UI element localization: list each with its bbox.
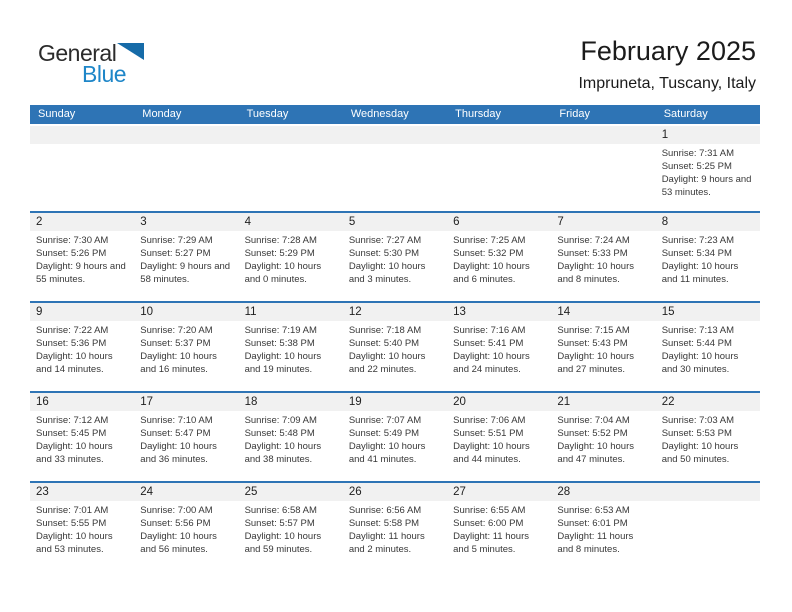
day-cell	[551, 501, 655, 571]
sunrise-text: Sunrise: 6:53 AM	[557, 505, 630, 516]
sunset-text: Sunset: 5:36 PM	[36, 338, 107, 349]
day-number-cell	[30, 126, 134, 144]
day-number-cell	[343, 213, 447, 231]
daylight-text: Daylight: 10 hours and 56 minutes.	[140, 531, 217, 555]
sunrise-text: Sunrise: 7:12 AM	[36, 415, 109, 426]
day-cell	[30, 411, 134, 481]
day-cell	[239, 144, 343, 211]
day-number: 22	[661, 396, 675, 408]
sunset-text: Sunset: 5:52 PM	[557, 428, 628, 439]
sunset-text: Sunset: 5:29 PM	[244, 248, 315, 259]
day-number: 19	[348, 396, 362, 408]
daylight-text: Daylight: 10 hours and 6 minutes.	[453, 261, 530, 285]
day-number: 14	[557, 306, 571, 318]
week-row	[30, 126, 760, 211]
day-number: 6	[453, 216, 460, 228]
day-number: 11	[244, 306, 257, 318]
day-number-cell	[656, 393, 760, 411]
week-row	[30, 391, 760, 481]
sunrise-text: Sunrise: 7:23 AM	[661, 235, 735, 246]
day-cell	[656, 144, 760, 211]
day-number-cell	[447, 213, 551, 231]
sunrise-text: Sunrise: 7:20 AM	[140, 325, 213, 336]
day-number: 7	[557, 216, 564, 228]
general-blue-logo	[38, 42, 158, 92]
day-cell	[134, 411, 238, 481]
daylight-text: Daylight: 10 hours and 30 minutes.	[661, 351, 739, 375]
sunrise-text: Sunrise: 7:28 AM	[244, 235, 317, 246]
day-number: 27	[453, 486, 466, 498]
sunrise-text: Sunrise: 7:06 AM	[453, 415, 526, 426]
day-number-cell	[551, 303, 655, 321]
day-number-cell	[656, 303, 760, 321]
day-cell	[343, 411, 447, 481]
day-cell	[656, 501, 760, 571]
sunrise-text: Sunrise: 7:07 AM	[348, 415, 422, 426]
sunset-text: Sunset: 5:49 PM	[348, 428, 420, 439]
day-cell	[30, 231, 134, 301]
day-number-cell	[239, 213, 343, 231]
day-number: 3	[140, 216, 147, 228]
location-subtitle: Impruneta, Tuscany, Italy	[578, 75, 756, 92]
day-number-cell	[551, 483, 655, 501]
sunset-text: Sunset: 5:30 PM	[348, 248, 420, 259]
day-number: 20	[453, 396, 466, 408]
day-number-cell	[551, 213, 655, 231]
sunrise-text: Sunrise: 7:15 AM	[557, 325, 630, 336]
daylight-text: Daylight: 10 hours and 44 minutes.	[453, 441, 530, 465]
day-number: 10	[140, 306, 154, 318]
sunset-text: Sunset: 5:32 PM	[453, 248, 524, 259]
day-cell	[134, 501, 238, 571]
weekday-header-cell: Friday	[559, 108, 590, 120]
daylight-text: Daylight: 10 hours and 36 minutes.	[140, 441, 217, 465]
daylight-text: Daylight: 10 hours and 8 minutes.	[557, 261, 634, 285]
sunset-text: Sunset: 5:41 PM	[453, 338, 524, 349]
day-number: 28	[557, 486, 571, 498]
weekday-header-row	[30, 105, 760, 124]
sunset-text: Sunset: 5:58 PM	[348, 518, 420, 529]
daylight-text: Daylight: 10 hours and 19 minutes.	[244, 351, 322, 375]
day-cell	[551, 321, 655, 391]
weekday-header-cell: Thursday	[455, 108, 501, 120]
daylight-text: Daylight: 10 hours and 27 minutes.	[557, 351, 634, 375]
weekday-header-cell: Wednesday	[350, 108, 409, 120]
daylight-text: Daylight: 9 hours and 55 minutes.	[36, 261, 126, 285]
sunrise-text: Sunrise: 7:25 AM	[453, 235, 526, 246]
daylight-text: Daylight: 10 hours and 47 minutes.	[557, 441, 634, 465]
sunset-text: Sunset: 5:48 PM	[244, 428, 315, 439]
sunrise-text: Sunrise: 7:29 AM	[140, 235, 213, 246]
day-cell	[30, 144, 134, 211]
sunrise-text: Sunrise: 7:10 AM	[140, 415, 213, 426]
day-number: 12	[348, 306, 362, 318]
sunset-text: Sunset: 5:43 PM	[557, 338, 628, 349]
day-number-cell	[551, 393, 655, 411]
day-number-cell	[134, 483, 238, 501]
day-number-cell	[134, 393, 238, 411]
daylight-text: Daylight: 11 hours and 2 minutes.	[348, 531, 425, 555]
day-cell	[447, 231, 551, 301]
sunset-text: Sunset: 6:01 PM	[557, 518, 628, 529]
day-number: 18	[244, 396, 258, 408]
day-number: 13	[453, 306, 466, 318]
sunset-text: Sunset: 5:47 PM	[140, 428, 211, 439]
day-cell	[134, 144, 238, 211]
daylight-text: Daylight: 10 hours and 59 minutes.	[244, 531, 322, 555]
sunset-text: Sunset: 5:27 PM	[140, 248, 211, 259]
daylight-text: Daylight: 11 hours and 8 minutes.	[557, 531, 634, 555]
sunset-text: Sunset: 5:45 PM	[36, 428, 107, 439]
sunrise-text: Sunrise: 7:19 AM	[244, 325, 317, 336]
daylight-text: Daylight: 10 hours and 14 minutes.	[36, 351, 113, 375]
day-number-cell	[656, 483, 760, 501]
weekday-header-cell: Monday	[142, 108, 182, 120]
sunset-text: Sunset: 5:56 PM	[140, 518, 211, 529]
day-number-cell	[134, 126, 238, 144]
day-number: 26	[348, 486, 362, 498]
day-cell	[343, 144, 447, 211]
weekday-header-cell: Tuesday	[246, 108, 289, 120]
day-cell	[134, 321, 238, 391]
sunrise-text: Sunrise: 7:22 AM	[36, 325, 109, 336]
day-number-cell	[30, 213, 134, 231]
day-number: 23	[36, 486, 49, 498]
weekday-header-cell: Sunday	[38, 108, 76, 120]
sunset-text: Sunset: 5:25 PM	[661, 161, 732, 172]
daylight-text: Daylight: 10 hours and 38 minutes.	[244, 441, 322, 465]
day-number-cell	[447, 126, 551, 144]
sunset-text: Sunset: 5:33 PM	[557, 248, 628, 259]
week-row	[30, 481, 760, 571]
day-number-cell	[447, 303, 551, 321]
week-row	[30, 211, 760, 301]
day-number-cell	[239, 303, 343, 321]
daylight-text: Daylight: 10 hours and 16 minutes.	[140, 351, 217, 375]
weekday-header-cell: Saturday	[663, 108, 708, 120]
logo-text-blue: Blue	[82, 61, 127, 87]
sunrise-text: Sunrise: 7:30 AM	[36, 235, 109, 246]
day-cell	[551, 231, 655, 301]
day-number: 1	[661, 129, 669, 141]
sunrise-text: Sunrise: 7:18 AM	[348, 325, 422, 336]
sunset-text: Sunset: 5:57 PM	[244, 518, 315, 529]
day-number: 25	[244, 486, 258, 498]
day-cell	[134, 231, 238, 301]
day-number: 2	[36, 216, 43, 228]
sunset-text: Sunset: 5:34 PM	[661, 248, 732, 259]
day-number: 24	[140, 486, 154, 498]
day-cell	[239, 501, 343, 571]
day-number: 4	[244, 216, 251, 228]
sunrise-text: Sunrise: 7:31 AM	[661, 148, 735, 159]
sunset-text: Sunset: 5:55 PM	[36, 518, 107, 529]
day-number-cell	[656, 126, 760, 144]
day-number: 9	[36, 306, 43, 318]
sunset-text: Sunset: 5:51 PM	[453, 428, 524, 439]
sunrise-text: Sunrise: 7:27 AM	[348, 235, 422, 246]
sunset-text: Sunset: 5:26 PM	[36, 248, 107, 259]
daylight-text: Daylight: 10 hours and 0 minutes.	[244, 261, 322, 285]
day-number-cell	[447, 393, 551, 411]
daylight-text: Daylight: 10 hours and 24 minutes.	[453, 351, 530, 375]
day-number-cell	[239, 483, 343, 501]
sunrise-text: Sunrise: 7:01 AM	[36, 505, 109, 516]
day-cell	[656, 231, 760, 301]
day-cell	[239, 231, 343, 301]
day-cell	[447, 321, 551, 391]
day-cell	[447, 501, 551, 571]
logo-triangle-icon	[117, 43, 144, 60]
sunrise-text: Sunrise: 7:04 AM	[557, 415, 630, 426]
daylight-text: Daylight: 10 hours and 41 minutes.	[348, 441, 426, 465]
day-number-cell	[343, 303, 447, 321]
daylight-text: Daylight: 9 hours and 58 minutes.	[140, 261, 231, 285]
day-number-cell	[30, 393, 134, 411]
day-cell	[343, 321, 447, 391]
sunset-text: Sunset: 5:38 PM	[244, 338, 315, 349]
day-cell	[656, 321, 760, 391]
day-cell	[30, 321, 134, 391]
day-number-cell	[551, 126, 655, 144]
month-title: February 2025	[580, 36, 756, 66]
sunrise-text: Sunrise: 7:24 AM	[557, 235, 630, 246]
sunset-text: Sunset: 5:53 PM	[661, 428, 732, 439]
day-number-cell	[134, 213, 238, 231]
daylight-text: Daylight: 10 hours and 33 minutes.	[36, 441, 113, 465]
sunset-text: Sunset: 6:00 PM	[453, 518, 524, 529]
day-cell	[551, 144, 655, 211]
day-cell	[551, 411, 655, 481]
logo-text-general: General	[38, 40, 117, 66]
daylight-text: Daylight: 10 hours and 53 minutes.	[36, 531, 113, 555]
daylight-text: Daylight: 9 hours and 53 minutes.	[661, 174, 752, 198]
sunrise-text: Sunrise: 7:03 AM	[661, 415, 735, 426]
day-cell	[239, 321, 343, 391]
daylight-text: Daylight: 10 hours and 3 minutes.	[348, 261, 426, 285]
sunrise-text: Sunrise: 6:55 AM	[453, 505, 526, 516]
day-number-cell	[656, 213, 760, 231]
daylight-text: Daylight: 11 hours and 5 minutes.	[453, 531, 529, 555]
day-number: 16	[36, 396, 49, 408]
day-number-cell	[343, 393, 447, 411]
day-cell	[239, 411, 343, 481]
day-number: 17	[140, 396, 154, 408]
daylight-text: Daylight: 10 hours and 11 minutes.	[661, 261, 739, 285]
sunrise-text: Sunrise: 7:16 AM	[453, 325, 526, 336]
daylight-text: Daylight: 10 hours and 50 minutes.	[661, 441, 739, 465]
sunrise-text: Sunrise: 7:13 AM	[661, 325, 735, 336]
day-cell	[447, 411, 551, 481]
day-cell	[343, 231, 447, 301]
day-cell	[343, 501, 447, 571]
sunrise-text: Sunrise: 6:58 AM	[244, 505, 317, 516]
sunset-text: Sunset: 5:44 PM	[661, 338, 732, 349]
sunrise-text: Sunrise: 7:00 AM	[140, 505, 213, 516]
calendar-table	[30, 105, 760, 571]
day-cell	[656, 411, 760, 481]
week-row	[30, 301, 760, 391]
sunrise-text: Sunrise: 6:56 AM	[348, 505, 422, 516]
day-number-cell	[343, 126, 447, 144]
day-number: 8	[661, 216, 669, 228]
day-number-cell	[239, 393, 343, 411]
day-number: 5	[348, 216, 356, 228]
daylight-text: Daylight: 10 hours and 22 minutes.	[348, 351, 426, 375]
day-cell	[447, 144, 551, 211]
sunrise-text: Sunrise: 7:09 AM	[244, 415, 317, 426]
day-number-cell	[239, 126, 343, 144]
day-number: 15	[661, 306, 675, 318]
day-number-cell	[343, 483, 447, 501]
sunset-text: Sunset: 5:40 PM	[348, 338, 420, 349]
weeks-container	[30, 126, 760, 571]
day-number-cell	[134, 303, 238, 321]
day-number-cell	[30, 303, 134, 321]
sunset-text: Sunset: 5:37 PM	[140, 338, 211, 349]
day-cell	[30, 501, 134, 571]
day-number-cell	[30, 483, 134, 501]
day-number: 21	[557, 396, 571, 408]
day-number-cell	[447, 483, 551, 501]
